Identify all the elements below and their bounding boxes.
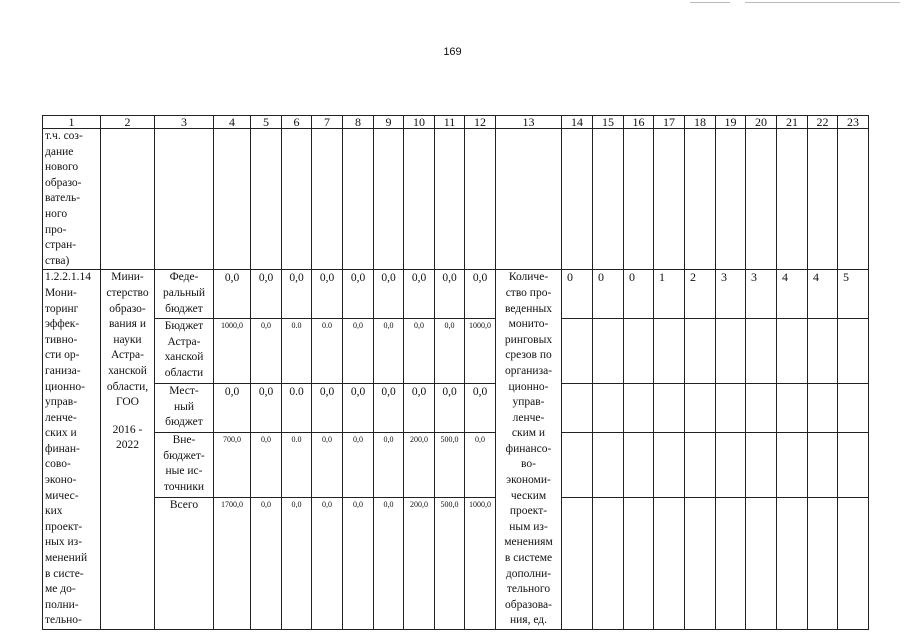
funding-row bbox=[43, 497, 869, 629]
funding-value: 0,0 bbox=[404, 270, 435, 319]
empty-cell bbox=[404, 129, 435, 270]
empty-cell bbox=[624, 129, 654, 270]
funding-value: 0,0 bbox=[214, 270, 251, 319]
period-text: 2016 - 2022 bbox=[112, 423, 143, 452]
funding-value: 0,0 bbox=[465, 384, 496, 433]
column-header: 10 bbox=[404, 116, 435, 129]
empty-cell bbox=[808, 319, 838, 384]
empty-cell bbox=[685, 384, 716, 433]
empty-cell bbox=[777, 129, 808, 270]
empty-cell bbox=[716, 384, 746, 433]
funding-value: 0,0 bbox=[404, 384, 435, 433]
empty-cell bbox=[685, 129, 716, 270]
executor-cell bbox=[101, 270, 155, 630]
column-header: 11 bbox=[435, 116, 465, 129]
funding-value: 0,0 bbox=[374, 497, 404, 629]
indicator-target-value: 0 bbox=[562, 270, 593, 319]
funding-value: 200,0 bbox=[404, 433, 435, 498]
empty-cell bbox=[593, 129, 624, 270]
funding-value: 0,0 bbox=[282, 497, 312, 629]
funding-value: 0,0 bbox=[404, 319, 435, 384]
column-header: 7 bbox=[312, 116, 343, 129]
funding-value: 0,0 bbox=[374, 270, 404, 319]
column-header: 22 bbox=[808, 116, 838, 129]
funding-value: 200,0 bbox=[404, 497, 435, 629]
column-header: 1 bbox=[43, 116, 101, 129]
funding-value: 0,0 bbox=[312, 433, 343, 498]
empty-cell bbox=[746, 384, 777, 433]
column-header: 9 bbox=[374, 116, 404, 129]
indicator-target-value: 4 bbox=[808, 270, 838, 319]
empty-cell bbox=[777, 433, 808, 498]
empty-cell bbox=[562, 497, 593, 629]
funding-value: 0.0 bbox=[282, 433, 312, 498]
funding-value: 0,0 bbox=[343, 433, 374, 498]
empty-cell bbox=[746, 319, 777, 384]
funding-value: 0,0 bbox=[374, 319, 404, 384]
funding-value: 500,0 bbox=[435, 497, 465, 629]
empty-cell bbox=[838, 384, 869, 433]
empty-cell bbox=[746, 497, 777, 629]
empty-cell bbox=[562, 319, 593, 384]
funding-value: 0,0 bbox=[343, 319, 374, 384]
empty-cell bbox=[654, 319, 685, 384]
indicator-target-value: 2 bbox=[685, 270, 716, 319]
empty-cell bbox=[654, 384, 685, 433]
empty-cell bbox=[435, 129, 465, 270]
funding-value: 0,0 bbox=[435, 384, 465, 433]
funding-value: 1000,0 bbox=[465, 319, 496, 384]
empty-cell bbox=[312, 129, 343, 270]
empty-cell bbox=[685, 433, 716, 498]
funding-source-name: Феде- ральный бюджет bbox=[155, 270, 214, 319]
funding-value: 0,0 bbox=[435, 319, 465, 384]
empty-cell bbox=[562, 129, 593, 270]
column-header: 23 bbox=[838, 116, 869, 129]
column-header: 20 bbox=[746, 116, 777, 129]
empty-cell bbox=[838, 497, 869, 629]
funding-row bbox=[43, 433, 869, 498]
funding-value: 0,0 bbox=[312, 497, 343, 629]
column-header: 2 bbox=[101, 116, 155, 129]
column-header: 5 bbox=[251, 116, 282, 129]
column-header: 8 bbox=[343, 116, 374, 129]
column-header: 13 bbox=[496, 116, 562, 129]
scan-artifact-line bbox=[690, 2, 730, 3]
funding-value: 0,0 bbox=[374, 433, 404, 498]
continued-row bbox=[43, 129, 869, 270]
funding-row bbox=[43, 270, 869, 319]
empty-cell bbox=[343, 129, 374, 270]
empty-cell bbox=[777, 319, 808, 384]
empty-cell bbox=[374, 129, 404, 270]
funding-source-name: Вне- бюджет- ные ис- точники bbox=[155, 433, 214, 498]
continued-text: т.ч. соз- дание нового образо- ватель- ного про- стран- ства) bbox=[43, 129, 101, 270]
empty-cell bbox=[838, 319, 869, 384]
column-header: 21 bbox=[777, 116, 808, 129]
empty-cell bbox=[838, 433, 869, 498]
funding-source-name: Всего bbox=[155, 497, 214, 629]
funding-source-name: Мест- ный бюджет bbox=[155, 384, 214, 433]
header-row bbox=[43, 116, 869, 129]
program-table bbox=[42, 115, 869, 630]
empty-cell bbox=[777, 497, 808, 629]
funding-value: 0,0 bbox=[435, 270, 465, 319]
funding-value: 0.0 bbox=[312, 319, 343, 384]
column-header: 6 bbox=[282, 116, 312, 129]
item-code-description: 1.2.2.1.14 Мони- торинг эффек- тивно- сти ор- ганиза- ционно- управ- ленче- ских и финан- сово- эконо- мичес- ких проект- ных из- менений в систе- ме до- полни- тельно- bbox=[43, 270, 101, 630]
funding-value: 0,0 bbox=[282, 270, 312, 319]
funding-row bbox=[43, 319, 869, 384]
empty-cell bbox=[746, 129, 777, 270]
funding-value: 700,0 bbox=[214, 433, 251, 498]
empty-cell bbox=[716, 497, 746, 629]
indicator-target-value: 3 bbox=[746, 270, 777, 319]
empty-cell bbox=[624, 384, 654, 433]
column-header: 16 bbox=[624, 116, 654, 129]
indicator-target-value: 0 bbox=[624, 270, 654, 319]
empty-cell bbox=[465, 129, 496, 270]
indicator-target-value: 1 bbox=[654, 270, 685, 319]
empty-cell bbox=[101, 129, 155, 270]
column-header: 4 bbox=[214, 116, 251, 129]
funding-value: 0,0 bbox=[251, 319, 282, 384]
empty-cell bbox=[251, 129, 282, 270]
empty-cell bbox=[716, 433, 746, 498]
column-header: 19 bbox=[716, 116, 746, 129]
empty-cell bbox=[496, 129, 562, 270]
page-number: 169 bbox=[443, 46, 462, 58]
funding-value: 0.0 bbox=[282, 319, 312, 384]
funding-value: 0,0 bbox=[465, 433, 496, 498]
column-header: 18 bbox=[685, 116, 716, 129]
empty-cell bbox=[808, 433, 838, 498]
funding-value: 0,0 bbox=[312, 270, 343, 319]
empty-cell bbox=[593, 384, 624, 433]
funding-value: 500,0 bbox=[435, 433, 465, 498]
column-header: 12 bbox=[465, 116, 496, 129]
empty-cell bbox=[624, 319, 654, 384]
empty-cell bbox=[654, 129, 685, 270]
empty-cell bbox=[624, 433, 654, 498]
funding-value: 1700,0 bbox=[214, 497, 251, 629]
funding-value: 0,0 bbox=[374, 384, 404, 433]
funding-row bbox=[43, 384, 869, 433]
empty-cell bbox=[716, 319, 746, 384]
empty-cell bbox=[808, 129, 838, 270]
empty-cell bbox=[808, 384, 838, 433]
indicator-target-value: 5 bbox=[838, 270, 869, 319]
empty-cell bbox=[838, 129, 869, 270]
indicator-target-value: 0 bbox=[593, 270, 624, 319]
funding-value: 0,0 bbox=[465, 270, 496, 319]
empty-cell bbox=[654, 433, 685, 498]
column-header: 17 bbox=[654, 116, 685, 129]
empty-cell bbox=[624, 497, 654, 629]
funding-value: 0,0 bbox=[312, 384, 343, 433]
empty-cell bbox=[562, 433, 593, 498]
executor-name: Мини- стерство образо- вания и науки Астра- ханской области, ГОО bbox=[106, 271, 149, 409]
empty-cell bbox=[777, 384, 808, 433]
funding-value: 1000,0 bbox=[214, 319, 251, 384]
empty-cell bbox=[593, 319, 624, 384]
funding-value: 0,0 bbox=[343, 497, 374, 629]
funding-value: 0,0 bbox=[251, 270, 282, 319]
empty-cell bbox=[716, 129, 746, 270]
funding-value: 0,0 bbox=[251, 497, 282, 629]
funding-source-name: Бюджет Астра- ханской области bbox=[155, 319, 214, 384]
empty-cell bbox=[654, 497, 685, 629]
empty-cell bbox=[282, 129, 312, 270]
empty-cell bbox=[685, 497, 716, 629]
column-header: 14 bbox=[562, 116, 593, 129]
empty-cell bbox=[593, 497, 624, 629]
funding-value: 0,0 bbox=[251, 433, 282, 498]
funding-value: 1000,0 bbox=[465, 497, 496, 629]
empty-cell bbox=[155, 129, 214, 270]
column-header: 15 bbox=[593, 116, 624, 129]
funding-value: 0,0 bbox=[343, 270, 374, 319]
scan-artifact-line bbox=[745, 2, 900, 3]
indicator-description: Количе- ство про- веденных монито- ринговых срезов по организа- ционно- управ- ленче- ским и финансо- во- экономи- ческим проект- ным из- менениям в системе дополни- тельного образова- ния, ед. bbox=[496, 270, 562, 630]
funding-value: 0,0 bbox=[214, 384, 251, 433]
indicator-target-value: 3 bbox=[716, 270, 746, 319]
empty-cell bbox=[562, 384, 593, 433]
column-header: 3 bbox=[155, 116, 214, 129]
funding-value: 0.0 bbox=[282, 384, 312, 433]
empty-cell bbox=[593, 433, 624, 498]
indicator-target-value: 4 bbox=[777, 270, 808, 319]
funding-value: 0,0 bbox=[251, 384, 282, 433]
empty-cell bbox=[808, 497, 838, 629]
funding-value: 0,0 bbox=[343, 384, 374, 433]
empty-cell bbox=[214, 129, 251, 270]
empty-cell bbox=[685, 319, 716, 384]
empty-cell bbox=[746, 433, 777, 498]
